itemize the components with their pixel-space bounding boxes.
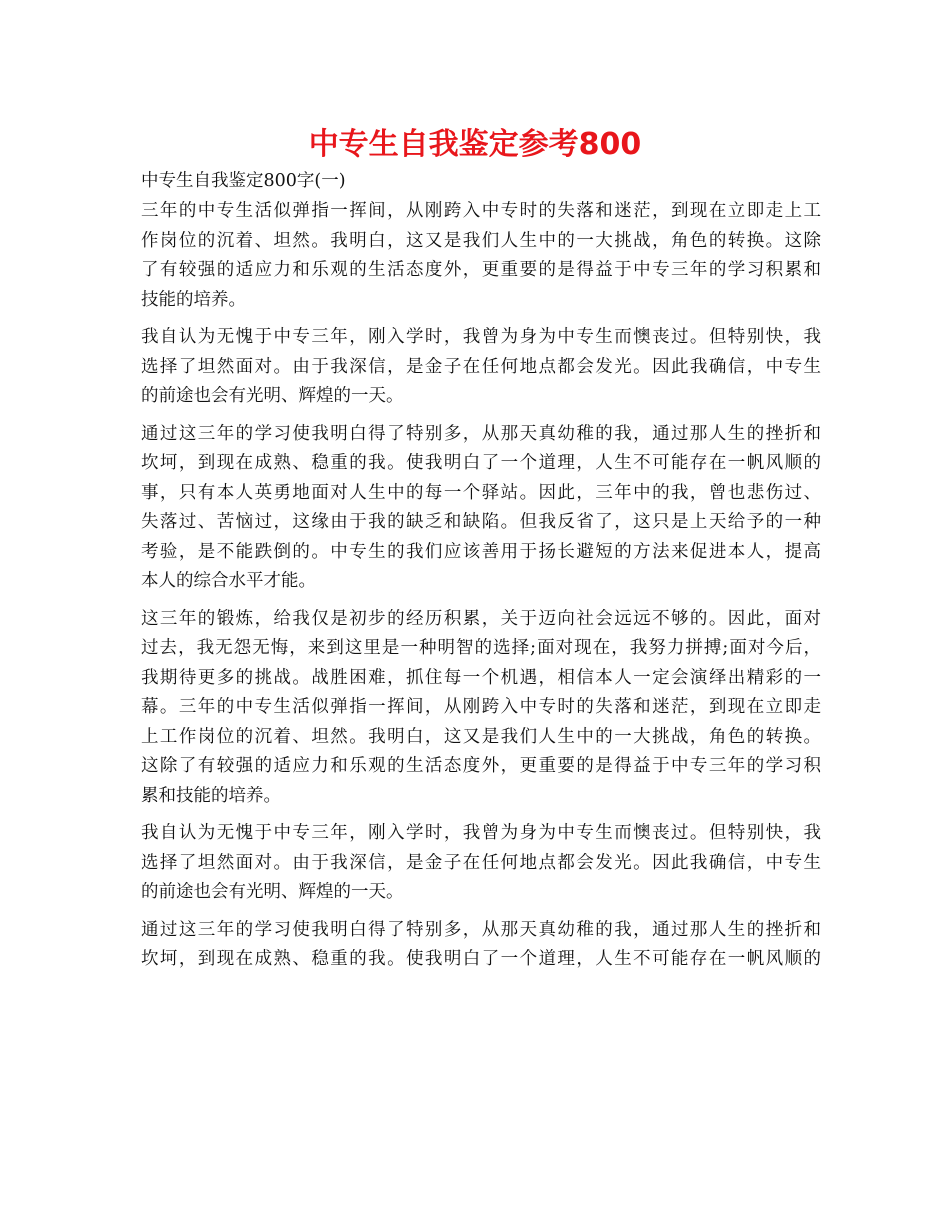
text-line: 三年的中专生活似弹指一挥间，从刚跨入中专时的失落和迷茫，到现在立即走上工	[141, 201, 821, 221]
text-line: 技能的培养。	[141, 289, 246, 310]
text-line: 累和技能的培养。	[141, 785, 281, 806]
paragraph-2	[141, 323, 821, 412]
paragraph-6	[141, 916, 821, 975]
text-line: 考验，是不能跌倒的。中专生的我们应该善用于扬长避短的方法来促进本人，提高	[141, 541, 821, 562]
text-line: 这除了有较强的适应力和乐观的生活态度外，更重要的是得益于中专三年的学习积	[141, 756, 821, 776]
text-line: 失落过、苦恼过，这缘由于我的缺乏和缺陷。但我反省了，这只是上天给予的一种	[141, 512, 821, 532]
text-line: 的前途也会有光明、辉煌的一天。	[141, 386, 404, 406]
text-line: 了有较强的适应力和乐观的生活态度外，更重要的是得益于中专三年的学习积累和	[141, 260, 821, 280]
text-line: 通过这三年的学习使我明白得了特别多，从那天真幼稚的我，通过那人生的挫折和	[141, 423, 821, 444]
text-line: 上工作岗位的沉着、坦然。我明白，这又是我们人生中的一大挑战，角色的转换。	[141, 726, 821, 747]
document-title: 中专生自我鉴定参考800	[308, 127, 642, 162]
text-line: 通过这三年的学习使我明白得了特别多，从那天真幼稚的我，通过那人生的挫折和	[141, 919, 821, 940]
text-line: 本人的综合水平才能。	[141, 571, 316, 591]
text-line: 我自认为无愧于中专三年，刚入学时，我曾为身为中专生而懊丧过。但特别快，我	[141, 823, 821, 843]
text-line: 幕。三年的中专生活似弹指一挥间，从刚跨入中专时的失落和迷茫，到现在立即走	[141, 697, 821, 717]
paragraph-5	[141, 819, 821, 908]
text-line: 坎坷，到现在成熟、稳重的我。使我明白了一个道理，人生不可能存在一帆风顺的	[141, 949, 821, 969]
text-line: 选择了坦然面对。由于我深信，是金子在任何地点都会发光。因此我确信，中专生	[141, 356, 821, 377]
section-heading: 中专生自我鉴定800字(一)	[141, 171, 346, 191]
text-line: 作岗位的沉着、坦然。我明白，这又是我们人生中的一大挑战，角色的转换。这除	[141, 230, 821, 251]
text-line: 过去，我无怨无悔，来到这里是一种明智的选择;面对现在，我努力拼搏;面对今后，	[141, 638, 821, 658]
text-line: 我期待更多的挑战。战胜困难，抓住每一个机遇，相信本人一定会演绎出精彩的一	[141, 667, 821, 688]
paragraph-3	[141, 420, 821, 597]
paragraph-4	[141, 605, 821, 812]
document-body	[141, 166, 821, 983]
text-line: 我自认为无愧于中专三年，刚入学时，我曾为身为中专生而懊丧过。但特别快，我	[141, 327, 821, 347]
text-line: 坎坷，到现在成熟、稳重的我。使我明白了一个道理，人生不可能存在一帆风顺的	[141, 453, 821, 473]
text-line: 选择了坦然面对。由于我深信，是金子在任何地点都会发光。因此我确信，中专生	[141, 852, 821, 873]
paragraph-1	[141, 197, 821, 315]
text-line: 事，只有本人英勇地面对人生中的每一个驿站。因此，三年中的我，曾也悲伤过、	[141, 482, 821, 503]
text-line: 的前途也会有光明、辉煌的一天。	[141, 882, 404, 902]
text-line: 这三年的锻炼，给我仅是初步的经历积累，关于迈向社会远远不够的。因此，面对	[141, 608, 821, 629]
